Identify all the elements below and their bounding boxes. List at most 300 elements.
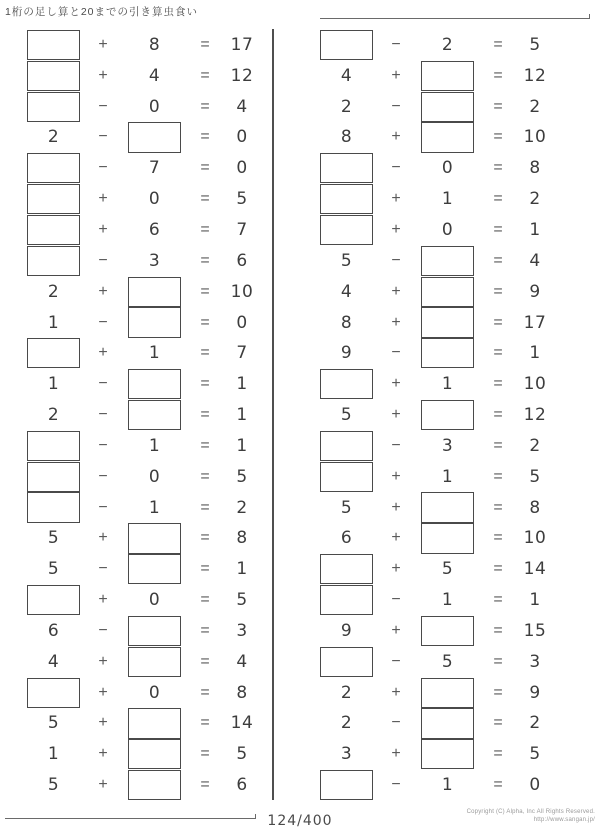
equation-row — [0, 91, 272, 122]
operand1-value: 4 — [340, 65, 353, 86]
answer-box[interactable] — [128, 616, 181, 646]
answer-box[interactable] — [421, 739, 474, 769]
equals-sign: = — [200, 190, 210, 208]
equals-sign: = — [493, 467, 503, 485]
operand1-value: 1 — [47, 312, 60, 333]
result-value: 7 — [236, 343, 248, 364]
operator-sign: + — [391, 282, 401, 300]
result-value: 8 — [236, 528, 248, 549]
equation-row — [293, 276, 565, 307]
answer-box[interactable] — [128, 122, 181, 152]
equation-row — [0, 215, 272, 246]
equation-row — [0, 677, 272, 708]
copyright-line1: Copyright (C) Alpha, Inc All Rights Reserved. — [466, 809, 595, 815]
answer-box[interactable] — [27, 92, 80, 122]
result-value: 1 — [236, 559, 248, 580]
operand2-value: 1 — [148, 497, 161, 518]
answer-box[interactable] — [128, 277, 181, 307]
operand2-value: 1 — [148, 343, 161, 364]
operand1-value: 2 — [340, 682, 353, 703]
answer-box[interactable] — [128, 554, 181, 584]
problem-column-right — [293, 30, 565, 801]
equation-row — [293, 245, 565, 276]
operand1-value: 1 — [47, 744, 60, 765]
equation-row — [293, 523, 565, 554]
operand2-value: 1 — [441, 775, 454, 796]
equals-sign: = — [200, 220, 210, 238]
equation-row — [293, 122, 565, 153]
operator-sign: + — [391, 467, 401, 485]
operand1-value: 2 — [340, 96, 353, 117]
operator-sign: − — [98, 97, 108, 115]
operand1-value: 2 — [47, 281, 60, 302]
answer-box[interactable] — [421, 678, 474, 708]
equals-sign: = — [493, 621, 503, 639]
operator-sign: − — [391, 97, 401, 115]
operand1-value: 4 — [47, 651, 60, 672]
equals-sign: = — [493, 436, 503, 454]
equation-row — [0, 276, 272, 307]
result-value: 3 — [236, 620, 248, 641]
operand2-value: 8 — [148, 34, 161, 55]
result-value: 10 — [523, 374, 547, 395]
operand2-value: 0 — [441, 219, 454, 240]
equals-sign: = — [493, 35, 503, 53]
equals-sign: = — [200, 621, 210, 639]
equals-sign: = — [200, 467, 210, 485]
operator-sign: − — [391, 159, 401, 177]
result-value: 5 — [236, 189, 248, 210]
answer-box[interactable] — [128, 400, 181, 430]
answer-box[interactable] — [320, 462, 373, 492]
operand1-value: 4 — [340, 281, 353, 302]
operator-sign: − — [98, 498, 108, 516]
operator-sign: − — [391, 436, 401, 454]
equation-row — [293, 492, 565, 523]
operator-sign: − — [391, 35, 401, 53]
operand2-value: 3 — [148, 250, 161, 271]
result-value: 0 — [236, 127, 248, 148]
name-line-top — [320, 18, 590, 19]
operand2-value: 5 — [441, 559, 454, 580]
operator-sign: − — [391, 776, 401, 794]
equation-row — [293, 400, 565, 431]
operand2-value: 1 — [148, 435, 161, 456]
answer-box[interactable] — [421, 523, 474, 553]
operator-sign: + — [391, 220, 401, 238]
result-value: 5 — [529, 466, 541, 487]
equation-row — [293, 91, 565, 122]
answer-box[interactable] — [421, 246, 474, 276]
equation-row — [0, 30, 272, 61]
equals-sign: = — [200, 776, 210, 794]
operand1-value: 1 — [47, 374, 60, 395]
answer-box[interactable] — [27, 61, 80, 91]
equals-sign: = — [200, 66, 210, 84]
equals-sign: = — [493, 529, 503, 547]
operator-sign: + — [98, 529, 108, 547]
worksheet-title: 1桁の足し算と20までの引き算虫食い — [5, 6, 199, 18]
operand2-value: 2 — [441, 34, 454, 55]
result-value: 0 — [236, 158, 248, 179]
operator-sign: + — [98, 591, 108, 609]
equals-sign: = — [493, 313, 503, 331]
equals-sign: = — [200, 745, 210, 763]
equation-row — [293, 307, 565, 338]
answer-box[interactable] — [320, 30, 373, 60]
equals-sign: = — [493, 776, 503, 794]
result-value: 12 — [230, 65, 254, 86]
operand2-value: 1 — [441, 189, 454, 210]
result-value: 9 — [529, 281, 541, 302]
result-value: 12 — [523, 65, 547, 86]
answer-box[interactable] — [421, 92, 474, 122]
operator-sign: − — [391, 344, 401, 362]
equation-row — [293, 184, 565, 215]
result-value: 10 — [523, 528, 547, 549]
result-value: 17 — [523, 312, 547, 333]
equation-row — [0, 770, 272, 801]
operator-sign: − — [98, 159, 108, 177]
answer-box[interactable] — [421, 708, 474, 738]
operator-sign: − — [391, 714, 401, 732]
result-value: 6 — [236, 250, 248, 271]
answer-box[interactable] — [320, 554, 373, 584]
operand1-value: 8 — [340, 127, 353, 148]
answer-box[interactable] — [421, 616, 474, 646]
operator-sign: − — [391, 652, 401, 670]
result-value: 10 — [230, 281, 254, 302]
result-value: 14 — [523, 559, 547, 580]
operator-sign: − — [391, 251, 401, 269]
answer-box[interactable] — [421, 492, 474, 522]
result-value: 1 — [236, 405, 248, 426]
operator-sign: − — [98, 621, 108, 639]
operand1-value: 2 — [47, 127, 60, 148]
result-value: 5 — [236, 590, 248, 611]
result-value: 17 — [230, 34, 254, 55]
result-value: 1 — [529, 343, 541, 364]
result-value: 1 — [529, 219, 541, 240]
operand2-value: 0 — [148, 590, 161, 611]
equals-sign: = — [200, 529, 210, 547]
answer-box[interactable] — [320, 184, 373, 214]
operator-sign: + — [98, 714, 108, 732]
result-value: 2 — [529, 96, 541, 117]
operand2-value: 0 — [148, 189, 161, 210]
equation-row — [0, 708, 272, 739]
answer-box[interactable] — [128, 770, 181, 800]
result-value: 8 — [236, 682, 248, 703]
copyright-line2: http://www.sangan.jp/ — [533, 816, 595, 823]
equals-sign: = — [200, 313, 210, 331]
answer-box[interactable] — [421, 338, 474, 368]
answer-box[interactable] — [320, 647, 373, 677]
result-value: 6 — [236, 775, 248, 796]
equation-row — [293, 153, 565, 184]
answer-box[interactable] — [27, 153, 80, 183]
equals-sign: = — [493, 159, 503, 177]
operator-sign: + — [391, 529, 401, 547]
operand1-value: 6 — [47, 620, 60, 641]
column-divider — [272, 29, 274, 800]
result-value: 0 — [529, 775, 541, 796]
operator-sign: − — [98, 128, 108, 146]
operator-sign: + — [391, 406, 401, 424]
equation-row — [293, 461, 565, 492]
answer-box[interactable] — [421, 277, 474, 307]
operator-sign: + — [98, 652, 108, 670]
equals-sign: = — [200, 652, 210, 670]
equals-sign: = — [493, 97, 503, 115]
equation-row — [0, 400, 272, 431]
result-value: 3 — [529, 651, 541, 672]
result-value: 2 — [529, 435, 541, 456]
answer-box[interactable] — [27, 585, 80, 615]
operand1-value: 8 — [340, 312, 353, 333]
result-value: 5 — [529, 744, 541, 765]
equation-row — [293, 677, 565, 708]
operand2-value: 1 — [441, 374, 454, 395]
equals-sign: = — [200, 714, 210, 732]
equals-sign: = — [200, 591, 210, 609]
operator-sign: + — [98, 190, 108, 208]
equals-sign: = — [200, 282, 210, 300]
answer-box[interactable] — [27, 215, 80, 245]
equation-row — [0, 492, 272, 523]
answer-box[interactable] — [128, 647, 181, 677]
problem-column-left — [0, 30, 272, 801]
equals-sign: = — [493, 190, 503, 208]
operand2-value: 0 — [148, 682, 161, 703]
equals-sign: = — [200, 97, 210, 115]
operator-sign: − — [98, 467, 108, 485]
operand1-value: 2 — [47, 405, 60, 426]
equals-sign: = — [493, 406, 503, 424]
operator-sign: − — [98, 313, 108, 331]
equation-row — [293, 585, 565, 616]
answer-box[interactable] — [27, 431, 80, 461]
operator-sign: + — [391, 128, 401, 146]
equals-sign: = — [493, 683, 503, 701]
operator-sign: + — [98, 66, 108, 84]
operator-sign: + — [391, 621, 401, 639]
operator-sign: + — [98, 683, 108, 701]
equation-row — [0, 739, 272, 770]
answer-box[interactable] — [27, 246, 80, 276]
equation-row — [293, 646, 565, 677]
equation-row — [293, 739, 565, 770]
answer-box[interactable] — [320, 431, 373, 461]
operator-sign: − — [98, 560, 108, 578]
answer-box[interactable] — [128, 307, 181, 337]
equation-row — [293, 30, 565, 61]
answer-box[interactable] — [27, 678, 80, 708]
equation-row — [0, 646, 272, 677]
equation-row — [0, 153, 272, 184]
operator-sign: + — [98, 220, 108, 238]
result-value: 5 — [236, 744, 248, 765]
equation-row — [293, 215, 565, 246]
answer-box[interactable] — [128, 523, 181, 553]
equation-row — [293, 338, 565, 369]
operand1-value: 3 — [340, 744, 353, 765]
operand1-value: 9 — [340, 620, 353, 641]
equation-row — [293, 708, 565, 739]
equals-sign: = — [200, 159, 210, 177]
equals-sign: = — [200, 498, 210, 516]
answer-box[interactable] — [128, 739, 181, 769]
result-value: 7 — [236, 219, 248, 240]
equation-row — [293, 616, 565, 647]
operator-sign: + — [391, 683, 401, 701]
operand2-value: 0 — [148, 466, 161, 487]
result-value: 4 — [236, 96, 248, 117]
equation-row — [0, 60, 272, 91]
answer-box[interactable] — [27, 30, 80, 60]
operator-sign: + — [391, 745, 401, 763]
equation-row — [0, 461, 272, 492]
equation-row — [0, 430, 272, 461]
page-number: 124/400 — [267, 813, 333, 829]
equation-row — [293, 554, 565, 585]
answer-box[interactable] — [128, 369, 181, 399]
result-value: 4 — [529, 250, 541, 271]
equation-row — [293, 770, 565, 801]
equation-row — [0, 338, 272, 369]
operator-sign: − — [98, 251, 108, 269]
result-value: 14 — [230, 713, 254, 734]
operand2-value: 4 — [148, 65, 161, 86]
operand1-value: 5 — [47, 775, 60, 796]
equals-sign: = — [200, 375, 210, 393]
equation-row — [0, 523, 272, 554]
equals-sign: = — [493, 498, 503, 516]
operand2-value: 0 — [441, 158, 454, 179]
operand2-value: 7 — [148, 158, 161, 179]
result-value: 8 — [529, 158, 541, 179]
answer-box[interactable] — [320, 585, 373, 615]
result-value: 5 — [236, 466, 248, 487]
answer-box[interactable] — [27, 184, 80, 214]
equals-sign: = — [200, 128, 210, 146]
operator-sign: + — [391, 66, 401, 84]
result-value: 15 — [523, 620, 547, 641]
operand1-value: 2 — [340, 713, 353, 734]
result-value: 1 — [236, 435, 248, 456]
equals-sign: = — [493, 591, 503, 609]
equals-sign: = — [200, 344, 210, 362]
operator-sign: + — [98, 745, 108, 763]
equals-sign: = — [493, 745, 503, 763]
equation-row — [0, 369, 272, 400]
equation-row — [0, 616, 272, 647]
answer-box[interactable] — [27, 338, 80, 368]
result-value: 1 — [236, 374, 248, 395]
copyright — [467, 809, 595, 824]
operator-sign: + — [391, 313, 401, 331]
operator-sign: − — [98, 436, 108, 454]
answer-box[interactable] — [421, 122, 474, 152]
result-value: 2 — [236, 497, 248, 518]
answer-box[interactable] — [27, 462, 80, 492]
operand1-value: 5 — [340, 405, 353, 426]
operand2-value: 1 — [441, 466, 454, 487]
answer-box[interactable] — [320, 215, 373, 245]
answer-box[interactable] — [421, 400, 474, 430]
operand1-value: 5 — [47, 559, 60, 580]
operand1-value: 5 — [340, 250, 353, 271]
operator-sign: − — [98, 375, 108, 393]
result-value: 10 — [523, 127, 547, 148]
operator-sign: + — [391, 498, 401, 516]
equation-row — [293, 60, 565, 91]
equation-row — [0, 554, 272, 585]
answer-box[interactable] — [421, 307, 474, 337]
operator-sign: + — [98, 35, 108, 53]
equals-sign: = — [493, 66, 503, 84]
operand2-value: 6 — [148, 219, 161, 240]
equation-row — [293, 369, 565, 400]
operand1-value: 5 — [340, 497, 353, 518]
result-value: 4 — [236, 651, 248, 672]
operator-sign: + — [98, 282, 108, 300]
equals-sign: = — [493, 344, 503, 362]
equals-sign: = — [493, 652, 503, 670]
operand1-value: 9 — [340, 343, 353, 364]
result-value: 2 — [529, 189, 541, 210]
equals-sign: = — [200, 436, 210, 454]
equation-row — [0, 585, 272, 616]
operand1-value: 6 — [340, 528, 353, 549]
answer-box[interactable] — [421, 61, 474, 91]
answer-box[interactable] — [27, 492, 80, 522]
operand1-value: 5 — [47, 713, 60, 734]
equation-row — [0, 122, 272, 153]
answer-box[interactable] — [128, 708, 181, 738]
operator-sign: − — [391, 591, 401, 609]
result-value: 1 — [529, 590, 541, 611]
equals-sign: = — [493, 375, 503, 393]
result-value: 0 — [236, 312, 248, 333]
answer-box[interactable] — [320, 770, 373, 800]
equals-sign: = — [200, 560, 210, 578]
operator-sign: − — [98, 406, 108, 424]
operand1-value: 5 — [47, 528, 60, 549]
operator-sign: + — [391, 375, 401, 393]
answer-box[interactable] — [320, 153, 373, 183]
operand2-value: 5 — [441, 651, 454, 672]
equals-sign: = — [493, 220, 503, 238]
equals-sign: = — [493, 251, 503, 269]
operator-sign: + — [98, 776, 108, 794]
equals-sign: = — [200, 251, 210, 269]
operand2-value: 1 — [441, 590, 454, 611]
equals-sign: = — [493, 714, 503, 732]
operand2-value: 0 — [148, 96, 161, 117]
operator-sign: + — [98, 344, 108, 362]
result-value: 2 — [529, 713, 541, 734]
equals-sign: = — [493, 128, 503, 146]
equals-sign: = — [200, 683, 210, 701]
equals-sign: = — [200, 406, 210, 424]
equation-row — [0, 184, 272, 215]
operator-sign: + — [391, 190, 401, 208]
equation-row — [0, 245, 272, 276]
equals-sign: = — [493, 560, 503, 578]
answer-box[interactable] — [320, 369, 373, 399]
equation-row — [293, 430, 565, 461]
